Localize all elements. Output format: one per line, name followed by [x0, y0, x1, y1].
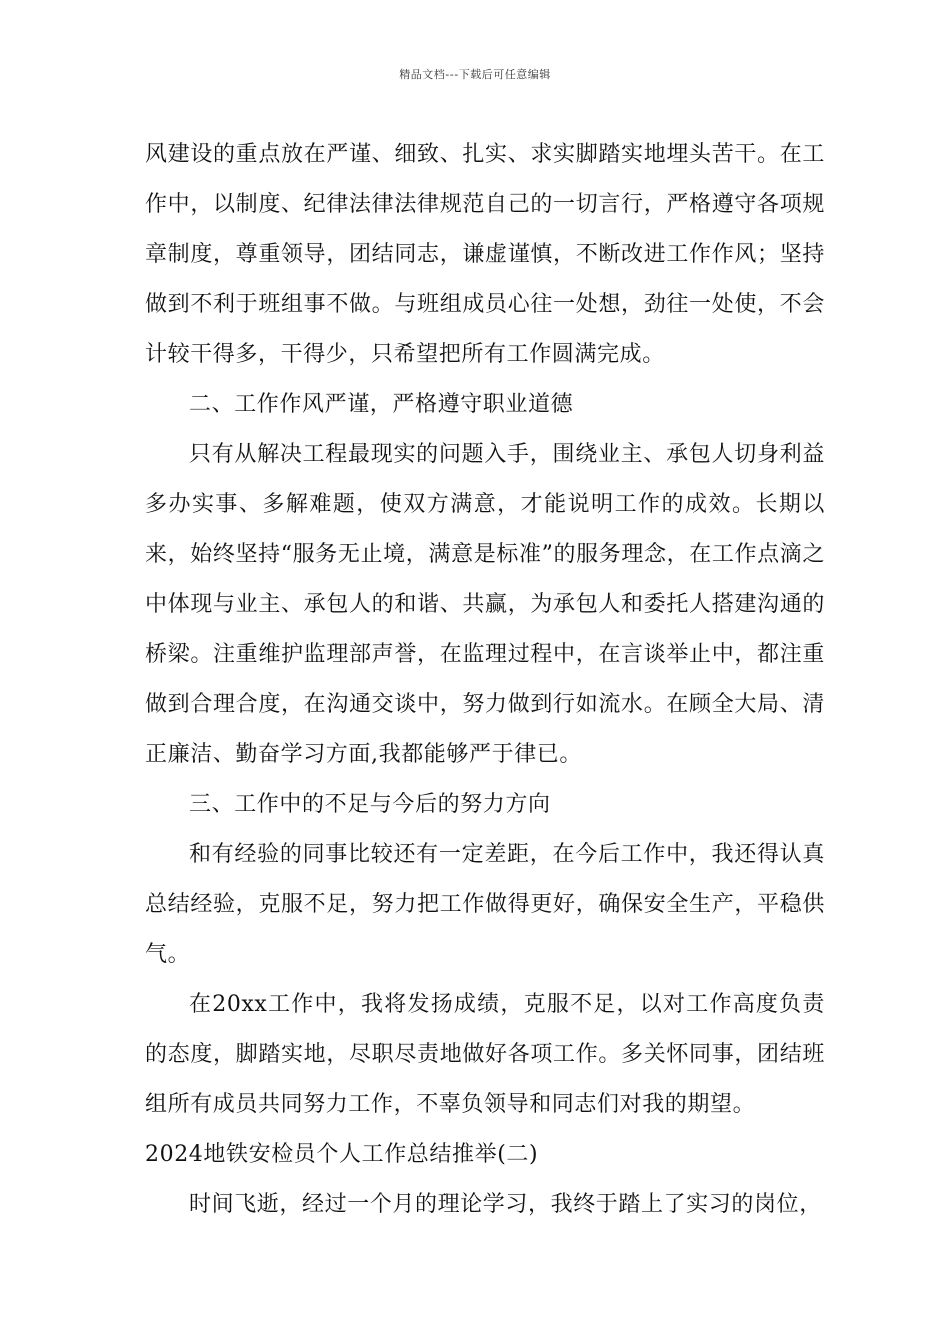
paragraph-work-ethics: 只有从解决工程最现实的问题入手，围绕业主、承包人切身利益多办实事、多解难题，使双方满意，才能说明工作的成效。长期以来，始终坚持“服务无止境，满意是标准”的服务理念，在工作点滴之中体现与业主、承包人的和谐、共赢，为承包人和委托人搭建沟通的桥梁。注重维护监理部声誉，在监理过程中，在言谈举止中，都注重做到合理合度，在沟通交谈中，努力做到行如流水。在顾全大局、清正廉洁、勤奋学习方面,我都能够严于律已。	[145, 442, 825, 767]
document-title-2: 2024地铁安检员个人工作总结推举(二)	[145, 1142, 539, 1167]
page-header: 精品文档---下载后可任意编辑	[399, 68, 551, 81]
document-body	[145, 130, 825, 1230]
paragraph-continuation: 风建设的重点放在严谨、细致、扎实、求实脚踏实地埋头苦干。在工作中，以制度、纪律法律法律规范自己的一切言行，严格遵守各项规章制度，尊重领导，团结同志，谦虚谨慎，不断改进工作作风；坚持做到不利于班组事不做。与班组成员心往一处想，劲往一处使，不会计较干得多，干得少，只希望把所有工作圆满完成。	[145, 142, 825, 367]
paragraph-shortcomings: 和有经验的同事比较还有一定差距，在今后工作中，我还得认真总结经验，克服不足，努力把工作做得更好，确保安全生产，平稳供气。	[145, 842, 825, 967]
section-heading-2: 二、工作作风严谨，严格遵守职业道德	[189, 392, 574, 417]
paragraph-opening: 时间飞逝，经过一个月的理论学习，我终于踏上了实习的岗位，	[189, 1192, 822, 1217]
paragraph-future-plan: 在20xx工作中，我将发扬成绩，克服不足，以对工作高度负责的态度，脚踏实地，尽职尽责地做好各项工作。多关怀同事，团结班组所有成员共同努力工作，不辜负领导和同志们对我的期望。	[145, 992, 825, 1117]
section-heading-3: 三、工作中的不足与今后的努力方向	[189, 792, 551, 817]
